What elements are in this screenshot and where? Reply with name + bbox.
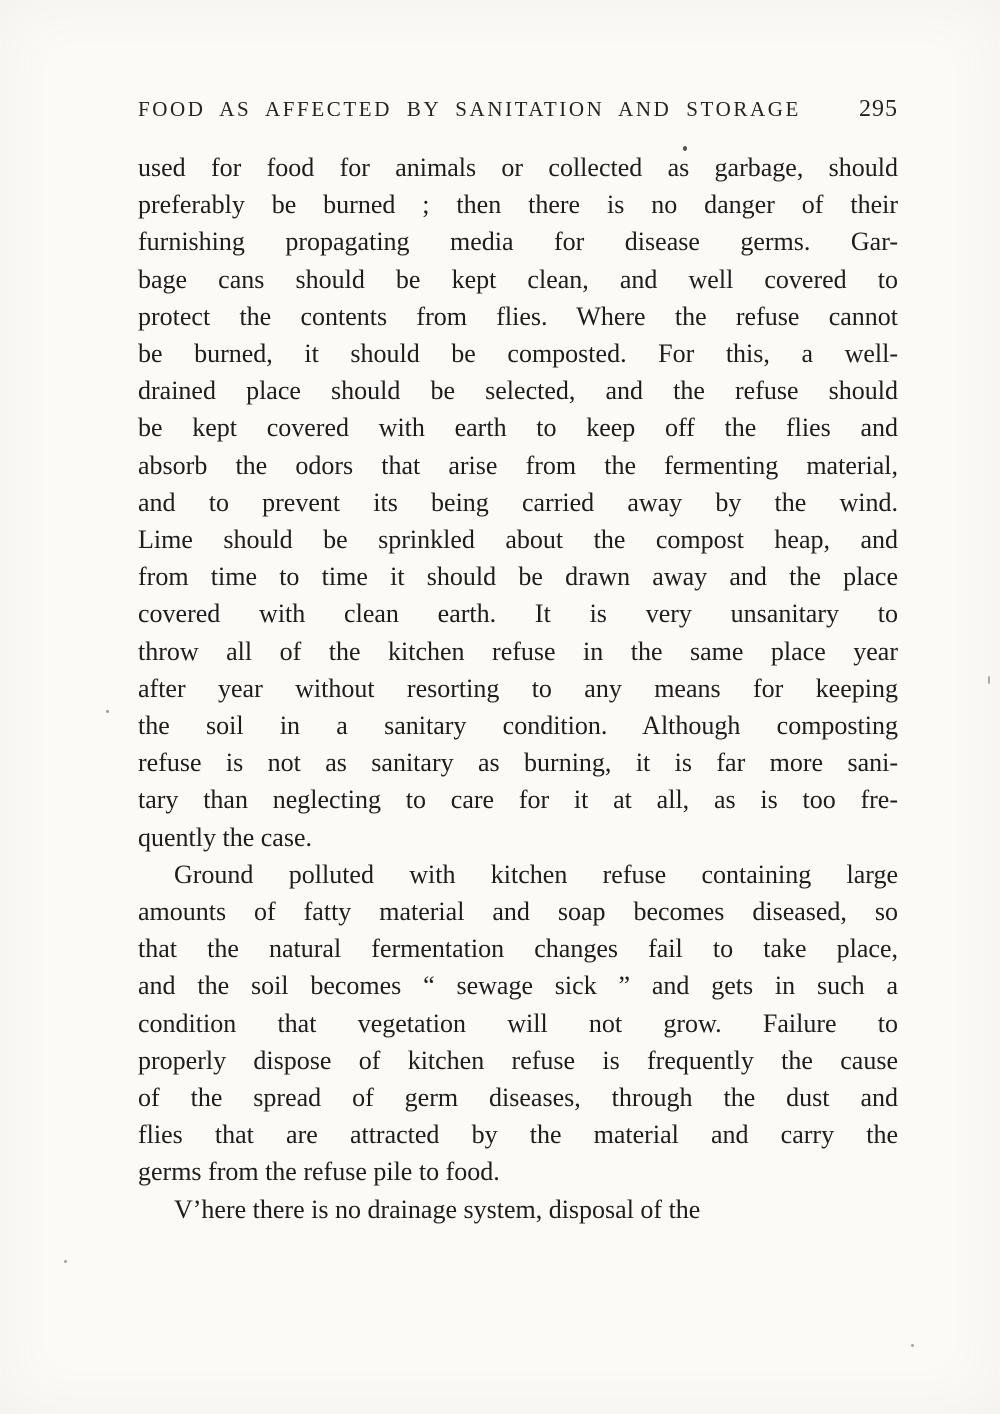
text-line: amounts of fatty material and soap becomes diseased, so <box>138 897 898 927</box>
text-line: preferably be burned ; then there is no danger of their <box>138 190 898 220</box>
text-line: bage cans should be kept clean, and well covered to <box>138 264 898 294</box>
text-line: of the spread of germ diseases, through the dust and <box>138 1083 898 1113</box>
text-line: be kept covered with earth to keep off the flies and <box>138 413 898 443</box>
scan-speck <box>106 710 109 713</box>
text-line: tary than neglecting to care for it at all, as is too fre- <box>138 785 898 815</box>
paragraph-ground-polluted <box>138 856 898 1191</box>
text-line: used for food for animals or collected as garbage, should <box>138 153 898 182</box>
running-header-title: FOOD AS AFFECTED BY SANITATION AND STORAGE <box>138 97 801 121</box>
text-line: Lime should be sprinkled about the compost heap, and <box>138 525 898 555</box>
page-content <box>138 96 898 1228</box>
scan-speck <box>64 1260 67 1263</box>
running-header <box>138 96 898 123</box>
text-line: and the soil becomes “ sewage sick ” and gets in such a <box>138 971 898 1001</box>
text-line: germs from the refuse pile to food. <box>138 1157 500 1187</box>
text-line: from time to time it should be drawn away and the place <box>138 562 898 592</box>
text-line: that the natural fermentation changes fail to take place, <box>138 934 898 964</box>
paragraph-continued <box>138 149 898 856</box>
paragraph-drainage <box>138 1191 898 1228</box>
text-line: covered with clean earth. It is very unsanitary to <box>138 599 898 629</box>
scan-speck <box>988 676 990 684</box>
text-line: absorb the odors that arise from the fermenting material, <box>138 450 898 480</box>
text-line: and to prevent its being carried away by the wind. <box>138 487 898 517</box>
text-line: after year without resorting to any means for keeping <box>138 673 898 703</box>
page-number: 295 <box>859 96 898 122</box>
text-line: quently the case. <box>138 822 312 852</box>
text-line: protect the contents from flies. Where the refuse cannot <box>138 301 898 331</box>
text-line: properly dispose of kitchen refuse is frequently the cause <box>138 1045 898 1075</box>
text-line: be burned, it should be composted. For this, a well- <box>138 339 898 369</box>
text-line: furnishing propagating media for disease germs. Gar- <box>138 227 898 257</box>
text-line: condition that vegetation will not grow. Failure to <box>138 1008 898 1038</box>
text-line: refuse is not as sanitary as burning, it is far more sani- <box>138 748 898 778</box>
text-line: the soil in a sanitary condition. Although composting <box>138 711 898 741</box>
text-line: V’here there is no drainage system, disposal of the <box>174 1194 701 1224</box>
text-line: drained place should be selected, and the refuse should <box>138 376 898 406</box>
text-line: Ground polluted with kitchen refuse containing large <box>174 859 898 889</box>
text-line: flies that are attracted by the material and carry the <box>138 1120 898 1150</box>
scan-speck <box>911 1344 914 1347</box>
text-line: throw all of the kitchen refuse in the same place year <box>138 636 898 666</box>
page-body <box>138 149 898 1228</box>
